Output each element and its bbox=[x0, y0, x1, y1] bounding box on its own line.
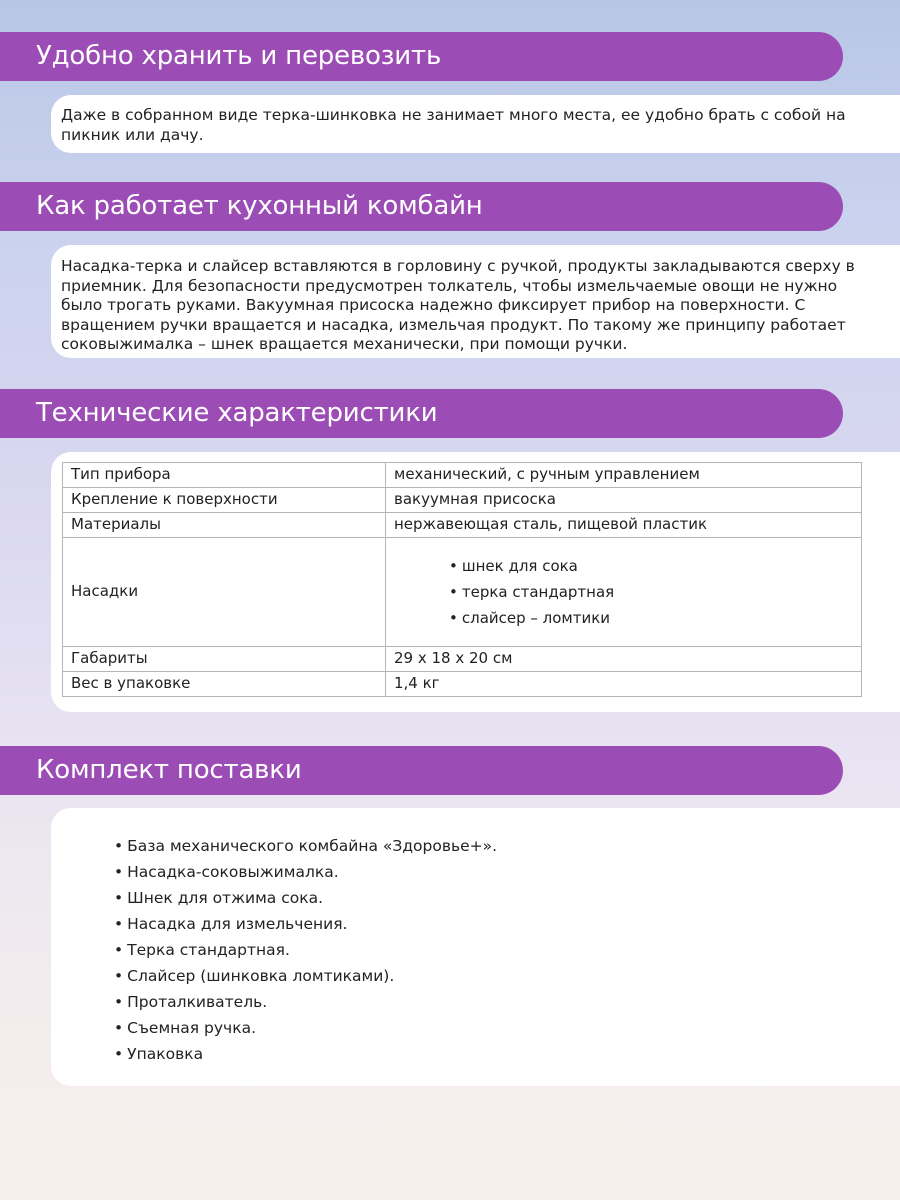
storage-card bbox=[51, 95, 900, 153]
storage-text: Даже в собранном виде терка-шинковка не занимает много места, ее удобно брать с собой на пикник или дачу. bbox=[61, 106, 846, 144]
list-item: • шнек для сока bbox=[449, 553, 853, 579]
table-row bbox=[63, 463, 862, 488]
spec-value: 1,4 кг bbox=[386, 672, 862, 697]
table-row bbox=[63, 538, 862, 647]
spec-key: Крепление к поверхности bbox=[63, 488, 386, 513]
list-item: • Насадка для измельчения. bbox=[114, 911, 497, 937]
specs-card bbox=[51, 452, 900, 712]
list-item: • База механического комбайна «Здоровье+». bbox=[114, 833, 497, 859]
table-row bbox=[63, 513, 862, 538]
how-it-works-text: Насадка-терка и слайсер вставляются в горловину с ручкой, продукты закладываются сверху в приемник. Для безопасности предусмотрен толкатель, чтобы измельчаемые овощи не нужно было трогать руками. Вакуумная присоска надежно фиксирует прибор на поверхности. С вращением ручки вращается и насадка, измельчая продукт. По такому же принципу работает соковыжималка – шнек вращается механически, при помощи ручки. bbox=[61, 257, 855, 353]
how-it-works-card bbox=[51, 245, 900, 358]
spec-key: Габариты bbox=[63, 647, 386, 672]
table-row bbox=[63, 647, 862, 672]
kit-section-title: Комплект поставки bbox=[0, 746, 843, 795]
list-item: • Проталкиватель. bbox=[114, 989, 497, 1015]
list-item: • Упаковка bbox=[114, 1041, 497, 1067]
list-item: • Слайсер (шинковка ломтиками). bbox=[114, 963, 497, 989]
list-item: • Шнек для отжима сока. bbox=[114, 885, 497, 911]
kit-card bbox=[51, 808, 900, 1086]
spec-value: нержавеющая сталь, пищевой пластик bbox=[386, 513, 862, 538]
list-item: • Съемная ручка. bbox=[114, 1015, 497, 1041]
spec-value: вакуумная присоска bbox=[386, 488, 862, 513]
list-item: • терка стандартная bbox=[449, 579, 853, 605]
kit-list bbox=[114, 833, 497, 1067]
spec-key: Насадки bbox=[63, 538, 386, 647]
storage-section-title: Удобно хранить и перевозить bbox=[0, 32, 843, 81]
spec-key: Тип прибора bbox=[63, 463, 386, 488]
list-item: • Терка стандартная. bbox=[114, 937, 497, 963]
spec-key: Вес в упаковке bbox=[63, 672, 386, 697]
specs-section-title: Технические характеристики bbox=[0, 389, 843, 438]
spec-value: механический, с ручным управлением bbox=[386, 463, 862, 488]
table-row bbox=[63, 672, 862, 697]
spec-value-list bbox=[386, 538, 862, 647]
attachments-list bbox=[394, 553, 853, 631]
table-row bbox=[63, 488, 862, 513]
how-it-works-section-title: Как работает кухонный комбайн bbox=[0, 182, 843, 231]
list-item: • Насадка-соковыжималка. bbox=[114, 859, 497, 885]
list-item: • слайсер – ломтики bbox=[449, 605, 853, 631]
spec-key: Материалы bbox=[63, 513, 386, 538]
specs-table bbox=[62, 462, 862, 697]
spec-value: 29 х 18 х 20 см bbox=[386, 647, 862, 672]
